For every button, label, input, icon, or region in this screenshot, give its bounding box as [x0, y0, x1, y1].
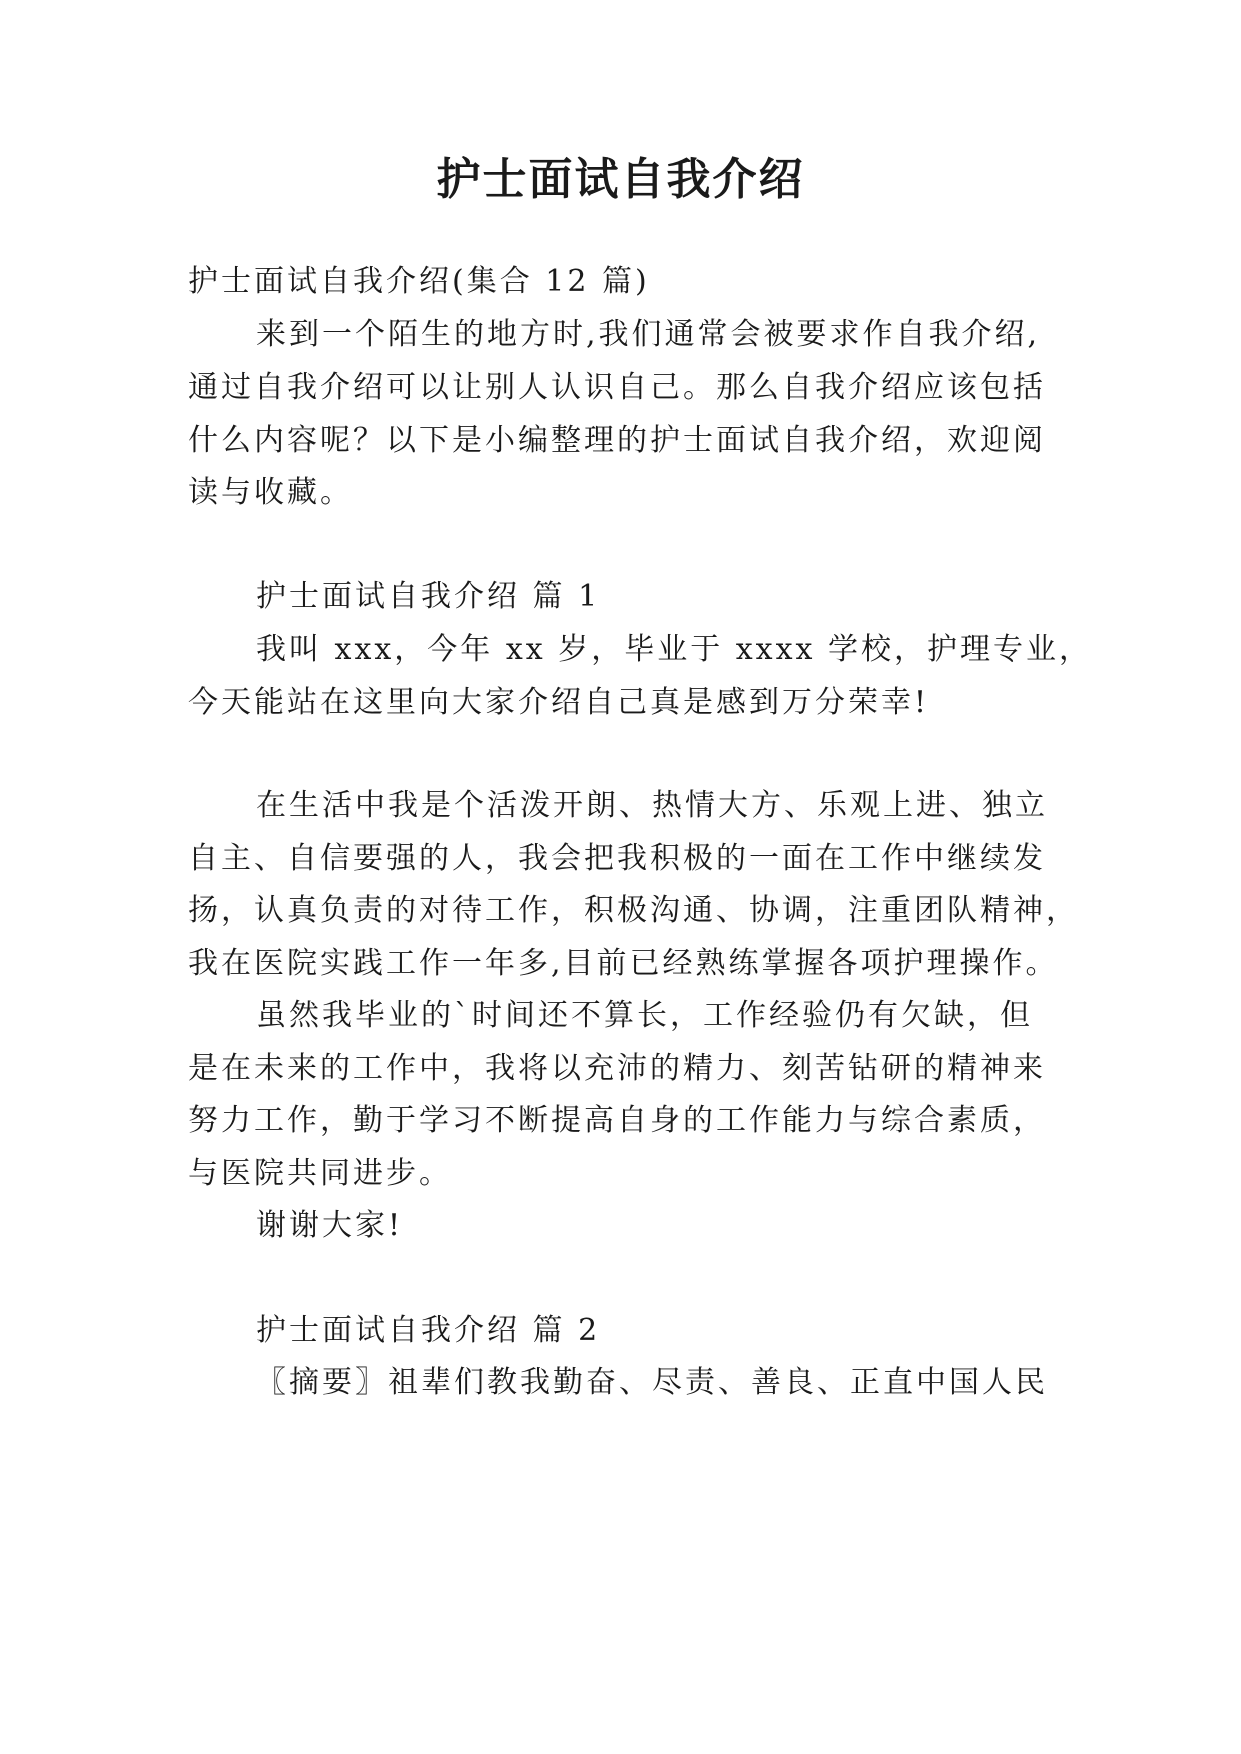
collection-heading: 护士面试自我介绍(集合 12 篇) [188, 264, 650, 299]
section-2-paragraph-line: 〖摘要〗祖辈们教我勤奋、尽责、善良、正直中国人民 [256, 1365, 1048, 1400]
document-title: 护士面试自我介绍 [436, 154, 805, 205]
intro-paragraph-line: 通过自我介绍可以让别人认识自己。那么自我介绍应该包括 [188, 370, 1046, 405]
section-1-paragraph-line: 今天能站在这里向大家介绍自己真是感到万分荣幸! [188, 685, 930, 720]
section-1-paragraph-line: 我在医院实践工作一年多,目前已经熟练掌握各项护理操作。 [188, 946, 1059, 981]
section-1-paragraph-line: 与医院共同进步。 [188, 1156, 452, 1191]
section-1-closing: 谢谢大家! [256, 1208, 404, 1243]
section-1-paragraph-line: 是在未来的工作中，我将以充沛的精力、刻苦钻研的精神来 [188, 1051, 1046, 1086]
section-1-paragraph-line: 虽然我毕业的`时间还不算长，工作经验仍有欠缺，但 [256, 998, 1033, 1033]
section-1-paragraph-line: 努力工作，勤于学习不断提高自身的工作能力与综合素质， [188, 1103, 1046, 1138]
section-1-paragraph-line: 我叫 xxx，今年 xx 岁，毕业于 xxxx 学校，护理专业， [256, 632, 1092, 667]
section-1-paragraph-line: 在生活中我是个活泼开朗、热情大方、乐观上进、独立 [256, 788, 1048, 823]
intro-paragraph-line: 读与收藏。 [188, 475, 353, 510]
section-1-paragraph-line: 自主、自信要强的人，我会把我积极的一面在工作中继续发 [188, 841, 1046, 876]
section-heading-1: 护士面试自我介绍 篇 1 [256, 579, 601, 614]
intro-paragraph-line: 什么内容呢？以下是小编整理的护士面试自我介绍，欢迎阅 [188, 423, 1046, 458]
intro-paragraph-line: 来到一个陌生的地方时,我们通常会被要求作自我介绍, [256, 317, 1041, 352]
section-1-paragraph-line: 扬，认真负责的对待工作，积极沟通、协调，注重团队精神， [188, 893, 1079, 928]
section-heading-2: 护士面试自我介绍 篇 2 [256, 1313, 601, 1348]
